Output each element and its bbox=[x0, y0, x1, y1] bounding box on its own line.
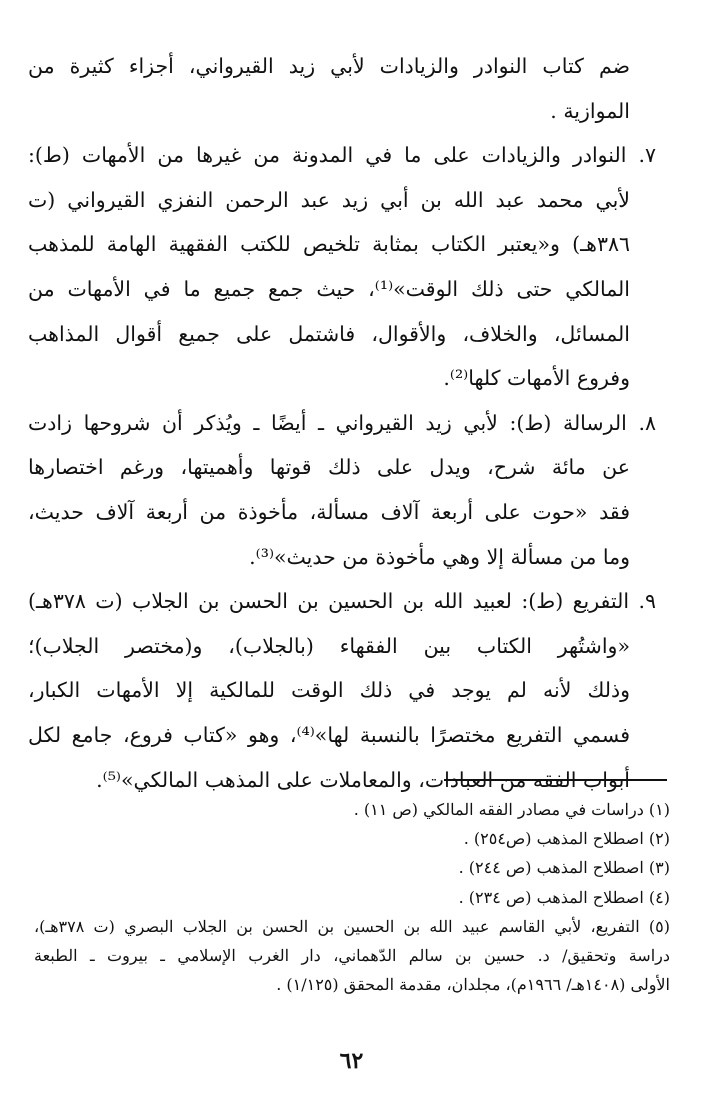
text-line: وفروع الأمهات كلها⁽²⁾. bbox=[443, 366, 630, 391]
list-item-7-heading: ٧. النوادر والزيادات على ما في المدونة من غيرها من الأمهات (ط): bbox=[28, 143, 656, 168]
footnote-5: (٥) التفريع، لأبي القاسم عبيد الله بن الحسين بن الحسن بن الجلاب البصري (ت ٣٧٨هـ)، bbox=[34, 916, 670, 936]
text-line: الموازية . bbox=[550, 98, 630, 123]
text-line: وما من مسألة إلا وهي مأخوذة من حديث»⁽³⁾. bbox=[249, 544, 630, 569]
text-line: عن مائة شرح، ويدل على ذلك قوتها وأهميتها، ورغم اختصارها bbox=[28, 455, 630, 480]
footnotes bbox=[34, 795, 670, 999]
list-item-9-heading: ٩. التفريع (ط): لعبيد الله بن الحسين بن الحسن بن الجلاب (ت ٣٧٨هـ) bbox=[28, 589, 656, 614]
text-line: فسمي التفريع مختصرًا بالنسبة لها»⁽⁴⁾، وهو «كتاب فروع، جامع لكل bbox=[28, 722, 630, 747]
text-line: أبواب الفقه من العبادات، والمعاملات على المذهب المالكي»⁽⁵⁾. bbox=[96, 767, 630, 792]
footnote-divider bbox=[444, 779, 667, 781]
text-line: المسائل، والخلاف، والأقوال، فاشتمل على جميع أقوال المذاهب bbox=[28, 321, 630, 346]
footnote-5-continued: الأولى (١٤٠٨هـ/ ١٩٦٦م)، مجلدان، مقدمة المحقق (١/١٢٥) . bbox=[276, 975, 670, 995]
text-line: ضم كتاب النوادر والزيادات لأبي زيد القيرواني، أجزاء كثيرة من bbox=[28, 54, 630, 78]
text-line: وذلك لأنه لم يوجد في ذلك الوقت للمالكية إلا الأمهات الكبار، bbox=[28, 678, 630, 703]
text-line: «واشتُهر الكتاب بين الفقهاء (بالجلاب)، و(مختصر الجلاب)؛ bbox=[28, 633, 630, 658]
page-number: ٦٢ bbox=[339, 1048, 364, 1074]
text-line: ٣٨٦هـ) و«يعتبر الكتاب بمثابة تلخيص للكتب الفقهية الهامة للمذهب bbox=[28, 232, 630, 257]
footnote-1: (١) دراسات في مصادر الفقه المالكي (ص ١١) . bbox=[353, 800, 670, 819]
text-line: المالكي حتى ذلك الوقت»⁽¹⁾، حيث جمع جميع ما في الأمهات من bbox=[28, 276, 630, 301]
main-text bbox=[28, 44, 656, 802]
list-item-8-heading: ٨. الرسالة (ط): لأبي زيد القيرواني ـ أيضًا ـ ويُذكر أن شروحها زادت bbox=[28, 410, 656, 435]
footnote-4: (٤) اصطلاح المذهب (ص ٢٣٤) . bbox=[458, 887, 670, 907]
footnote-3: (٣) اصطلاح المذهب (ص ٢٤٤) . bbox=[458, 858, 670, 878]
footnote-5-continued: دراسة وتحقيق/ د. حسين بن سالم الدّهماني، دار الغرب الإسلامي ـ بيروت ـ الطبعة bbox=[34, 945, 670, 965]
text-line: فقد «حوت على أربعة آلاف مسألة، مأخوذة من أربعة آلاف حديث، bbox=[28, 499, 630, 524]
text-line: لأبي محمد عبد الله بن أبي زيد عبد الرحمن النفزي القيرواني (ت bbox=[28, 187, 630, 212]
footnote-2: (٢) اصطلاح المذهب (ص٢٥٤) . bbox=[463, 829, 670, 849]
